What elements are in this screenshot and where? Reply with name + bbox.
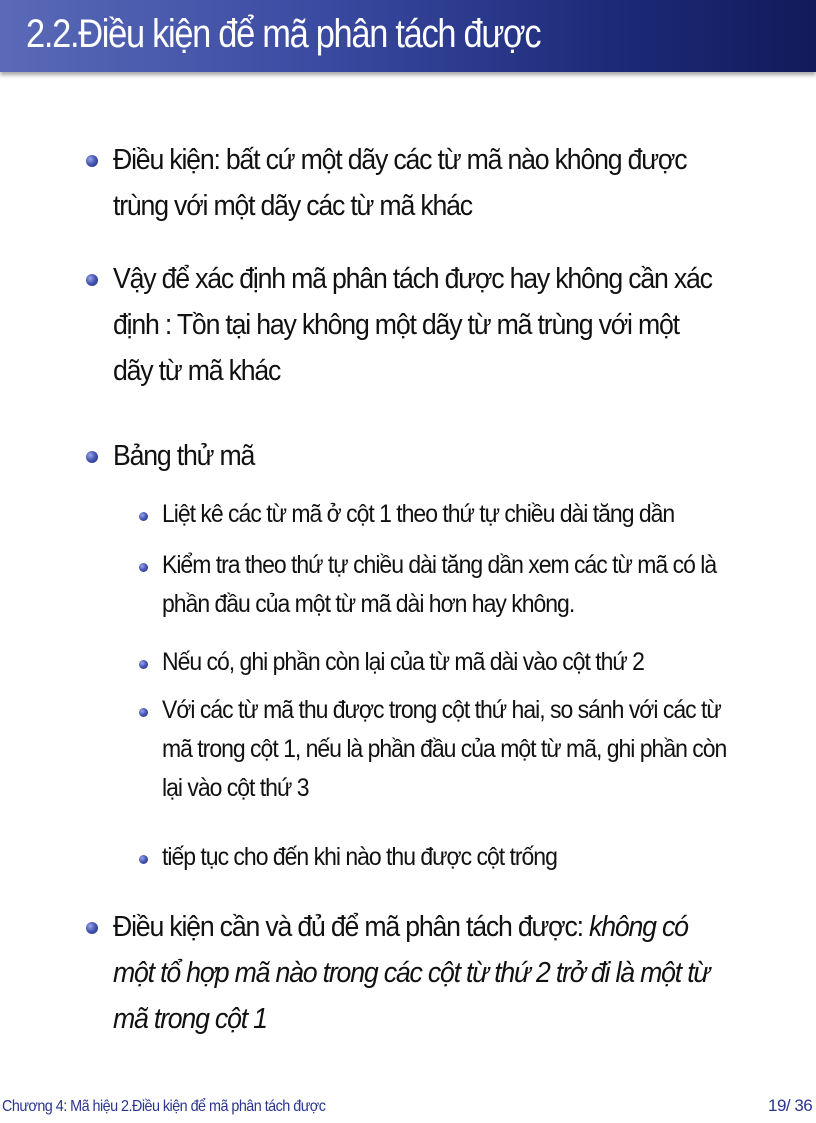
bullet-icon	[86, 451, 98, 463]
sub-bullet-icon	[139, 563, 148, 572]
condition-lead-text: Điều kiện cần và đủ để mã phân tách được:	[113, 911, 590, 943]
title-bar	[0, 0, 816, 72]
sub-bullet-icon	[139, 708, 148, 717]
bullet-icon	[86, 922, 98, 934]
bullet-necessary-sufficient	[113, 904, 720, 1042]
footer-chapter: Chương 4: Mã hiệu 2.Điều kiện để mã phân tách được	[2, 1098, 326, 1115]
bullet-code-table: Bảng thử mã	[113, 440, 255, 472]
sub-item-1: Liệt kê các từ mã ở cột 1 theo thứ tự chiều dài tăng dần	[162, 500, 675, 528]
condition-italic-text: không có một tổ hợp mã nào trong các cột từ thứ 2 trở đi là một từ mã trong cột 1	[113, 911, 710, 1035]
sub-bullet-icon	[139, 660, 148, 669]
sub-item-5: tiếp tục cho đến khi nào thu được cột trống	[162, 843, 557, 871]
slide-title: 2.2.Điều kiện để mã phân tách được	[26, 12, 541, 56]
bullet-determine: Vậy để xác định mã phân tách được hay không cần xác định : Tồn tại hay không một dãy từ mã trùng với một dãy từ mã khác	[113, 263, 712, 387]
bullet-icon	[86, 274, 98, 286]
sub-item-4: Với các từ mã thu được trong cột thứ hai, so sánh với các từ mã trong cột 1, nếu là phần đầu của một từ mã, ghi phần còn lại vào cột thứ 3	[162, 696, 727, 802]
sub-bullet-icon	[139, 855, 148, 864]
page-number: 19/ 36	[768, 1096, 813, 1115]
bullet-condition: Điều kiện: bất cứ một dãy các từ mã nào không được trùng với một dãy các từ mã khác	[113, 144, 687, 222]
bullet-icon	[86, 155, 98, 167]
sub-item-2: Kiểm tra theo thứ tự chiều dài tăng dần xem các từ mã có là phần đầu của một từ mã dài hơn hay không.	[162, 551, 717, 618]
sub-item-3: Nếu có, ghi phần còn lại của từ mã dài vào cột thứ 2	[162, 648, 644, 676]
sub-bullet-icon	[139, 512, 148, 521]
